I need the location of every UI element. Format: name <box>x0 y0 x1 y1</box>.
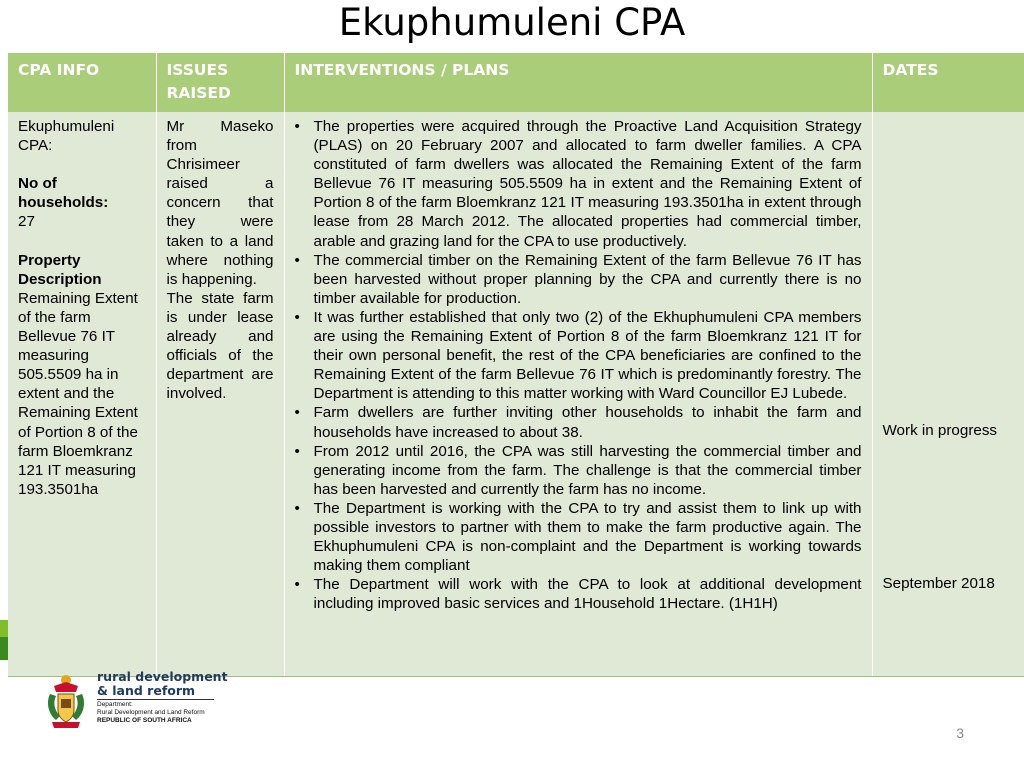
logo-rural-development: rural development <box>97 669 228 684</box>
logo-land-reform: & land reform <box>97 683 196 698</box>
logo-divider <box>97 699 214 700</box>
cpa-table <box>8 53 1024 677</box>
issue-paragraph-1: Mr Maseko from Chrisimeer raised a concern that they were taken to a land where nothing is happening. <box>166 118 274 288</box>
bullet-icon: • <box>294 251 300 269</box>
property-description-label: Property Description <box>18 251 102 288</box>
table-header-row <box>8 53 1024 112</box>
list-item: • The commercial timber on the Remaining Extent of the farm Bellevue 76 IT has been harvested without proper planning by the CPA and currently there is no timber available for production. <box>294 251 862 307</box>
logo-country: REPUBLIC OF SOUTH AFRICA <box>97 717 192 724</box>
households-label: No of households: <box>18 175 109 212</box>
date-status-work-in-progress: Work in progress <box>882 422 998 439</box>
interventions-list <box>293 117 862 613</box>
property-description-text: Remaining Extent of the farm Bellevue 76 IT measuring 505.5509 ha in extent and the Remaining Extent of Portion 8 of the farm Bloemkranz 121 IT measuring 193.3501ha <box>18 289 138 498</box>
list-item: • The properties were acquired through the Proactive Land Acquisition Strategy (PLAS) on 20 February 2007 and allocated to farm dweller families. A CPA constituted of farm dwellers was allocated the Remaining Extent of the farm Bellevue 76 IT measuring 505.5509 ha in extent and the Remaining Extent of Portion 8 of the farm Bloemkranz 121 IT measuring 193.3501ha in extent through lease from 28 March 2012. The allocated properties had commercial timber, arable and grazing land for the CPA to use productively. <box>294 118 862 250</box>
bullet-icon: • <box>294 442 300 460</box>
slide-title: Ekuphumuleni CPA <box>338 1 686 44</box>
list-item: • From 2012 until 2016, the CPA was still harvesting the commercial timber and generating income from the farm. The challenge is that the commercial timber has been harvested and currently the farm has no income. <box>294 442 862 498</box>
list-item: • The Department is working with the CPA to try and assist them to link up with possible investors to partner with them to make the farm productive again. The Ekhuphumuleni CPA is non-complaint and the Department is working towards making them compliant <box>294 499 862 575</box>
logo-department-name: Rural Development and Land Reform <box>97 709 205 716</box>
cpa-name: Ekuphumuleni CPA: <box>18 118 115 155</box>
cpa-info-cell <box>8 112 156 676</box>
dates-cell <box>872 112 1024 676</box>
list-item: • It was further established that only two (2) of the Ekhuphumuleni CPA members are using the Remaining Extent of Portion 8 of the farm Bloemkranz 121 IT for their own personal benefit, the rest of the CPA beneficiaries are confined to the Remaining Extent of the farm Bellevue 76 IT which is predominantly forestry. The Department is attending to this matter working with Ward Councillor EJ Lubede. <box>294 308 862 403</box>
table-row <box>8 112 1024 676</box>
coat-of-arms-icon <box>44 672 88 730</box>
issues-raised-cell <box>156 112 284 676</box>
list-item: • Farm dwellers are further inviting other households to inhabit the farm and households have increased to about 38. <box>294 404 862 441</box>
bullet-icon: • <box>294 118 300 135</box>
issue-paragraph-2: The state farm is under lease already and officials of the department are involved. <box>166 289 274 403</box>
bullet-icon: • <box>294 576 300 594</box>
bullet-icon: • <box>294 404 300 422</box>
page-number: 3 <box>956 725 964 741</box>
date-september-2018: September 2018 <box>882 575 995 592</box>
header-interventions-plans: INTERVENTIONS / PLANS <box>284 53 872 112</box>
list-item: • The Department will work with the CPA to look at additional development including improved basic services and 1Household 1Hectare. (1H1H) <box>294 576 862 613</box>
logo-department-label: Department: <box>97 701 133 708</box>
interventions-cell <box>284 112 872 676</box>
bullet-icon: • <box>294 308 300 326</box>
bullet-icon: • <box>294 499 300 517</box>
households-value: 27 <box>18 213 35 231</box>
header-cpa-info: CPA INFO <box>8 53 156 112</box>
header-dates: DATES <box>872 53 1024 112</box>
header-issues-raised: ISSUES RAISED <box>156 53 284 112</box>
